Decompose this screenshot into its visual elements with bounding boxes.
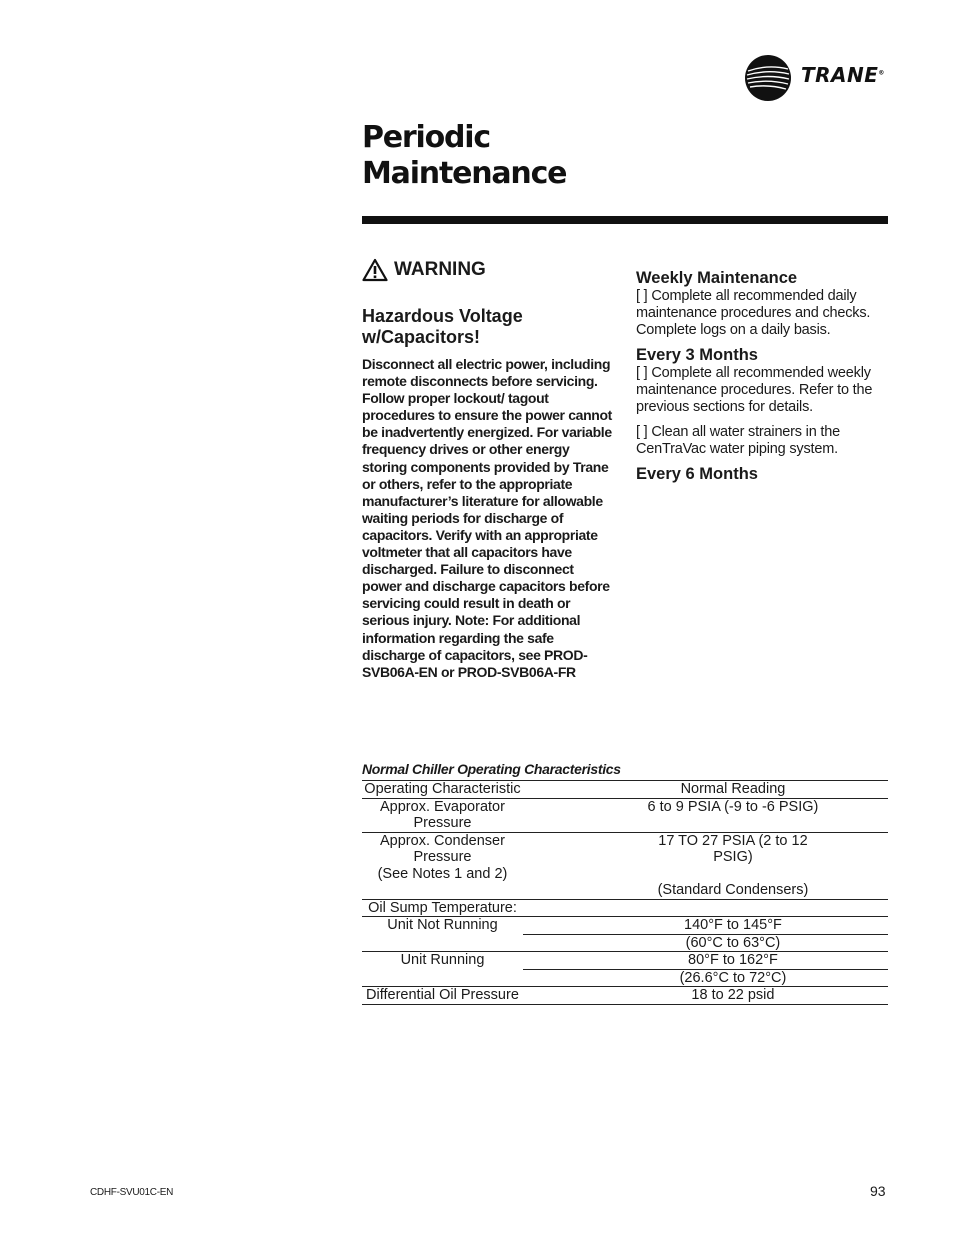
table-cell: (60°C to 63°C) bbox=[523, 934, 888, 952]
table-cell bbox=[523, 899, 888, 917]
table-cell: Oil Sump Temperature: bbox=[362, 899, 523, 917]
table-row bbox=[362, 934, 888, 952]
weekly-heading: Weekly Maintenance bbox=[636, 269, 798, 287]
maintenance-column bbox=[636, 268, 896, 484]
six-months-heading: Every 6 Months bbox=[636, 465, 758, 483]
table-row bbox=[362, 832, 888, 899]
table-caption: Normal Chiller Operating Characteristics bbox=[362, 761, 621, 777]
trane-logo-icon bbox=[744, 54, 792, 102]
table-row bbox=[362, 798, 888, 832]
three-months-heading: Every 3 Months bbox=[636, 346, 758, 364]
table-cell: Unit Running bbox=[362, 952, 523, 970]
hazard-heading: Hazardous Voltage w/Capacitors! bbox=[362, 306, 523, 347]
table-cell: Approx. Condenser Pressure (See Notes 1 and 2) bbox=[362, 832, 523, 899]
title-rule bbox=[362, 216, 888, 224]
table-cell bbox=[362, 934, 523, 952]
table-cell: 140°F to 145°F bbox=[523, 917, 888, 935]
table-cell: 6 to 9 PSIA (-9 to -6 PSIG) bbox=[523, 798, 888, 832]
page-title: Periodic Maintenance bbox=[362, 120, 567, 191]
three-months-text-2: [ ] Clean all water strainers in the CenTraVac water piping system. bbox=[636, 424, 840, 457]
table-cell: Approx. Evaporator Pressure bbox=[362, 798, 523, 832]
table-row bbox=[362, 952, 888, 970]
warning-label: WARNING bbox=[394, 259, 486, 280]
page-number: 93 bbox=[870, 1183, 886, 1199]
table-row bbox=[362, 987, 888, 1005]
table-cell: 18 to 22 psid bbox=[523, 987, 888, 1005]
operating-characteristics-table bbox=[362, 780, 888, 1005]
table-cell: 80°F to 162°F bbox=[523, 952, 888, 970]
table-cell bbox=[362, 969, 523, 987]
warning-header bbox=[362, 258, 614, 282]
table-cell: (26.6°C to 72°C) bbox=[523, 969, 888, 987]
brand-name: TRANE® bbox=[801, 63, 885, 87]
table-cell: Unit Not Running bbox=[362, 917, 523, 935]
table-cell: Differential Oil Pressure bbox=[362, 987, 523, 1005]
table-row bbox=[362, 899, 888, 917]
table-cell: 17 TO 27 PSIA (2 to 12 PSIG) (Standard Condensers) bbox=[523, 832, 888, 899]
three-months-text-1: [ ] Complete all recommended weekly maintenance procedures. Refer to the previous sections for details. bbox=[636, 365, 873, 415]
table-header-cell: Operating Characteristic bbox=[362, 781, 523, 799]
table-header-cell: Normal Reading bbox=[523, 781, 888, 799]
table-header-row bbox=[362, 781, 888, 799]
warning-triangle-icon bbox=[362, 258, 388, 282]
table-row bbox=[362, 969, 888, 987]
table-row bbox=[362, 917, 888, 935]
warning-body: Disconnect all electric power, including remote disconnects before servicing. Follow proper lockout/ tagout procedures to ensure the power cannot be inadvertently energized. For variable frequency drives or other energy storing components provided by Trane or others, refer to the appropriate manufacturer’s literature for allowable waiting periods for discharge of capacitors. Verify with an appropriate voltmeter that all capacitors have discharged. Failure to disconnect power and discharge capacitors before servicing could result in death or serious injury. Note: For additional information regarding the safe discharge of capacitors, see PROD-SVB06A-EN or PROD-SVB06A-FR bbox=[362, 356, 612, 680]
warning-column bbox=[362, 258, 614, 681]
document-id: CDHF-SVU01C-EN bbox=[90, 1187, 174, 1198]
trane-logo bbox=[744, 54, 894, 104]
weekly-text: [ ] Complete all recommended daily maintenance procedures and checks. Complete logs on a daily basis. bbox=[636, 288, 871, 338]
